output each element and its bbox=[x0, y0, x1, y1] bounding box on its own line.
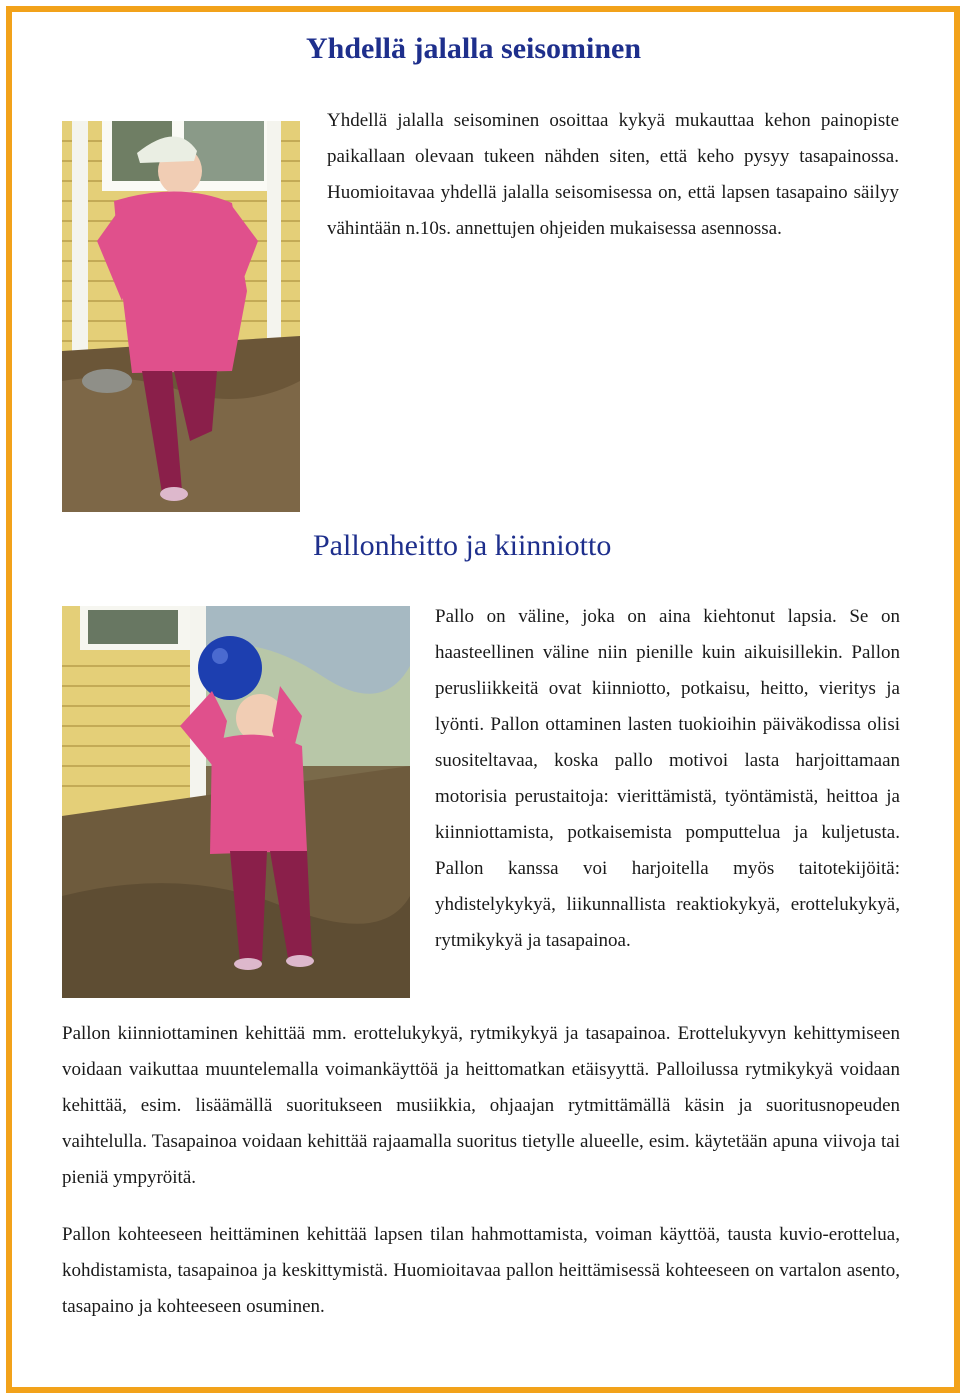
photo-child-holding-ball bbox=[62, 606, 410, 998]
paragraph-catching: Pallon kiinniottaminen kehittää mm. erottelukykyä, rytmikykyä ja tasapainoa. Erottelukyvyn kehittymiseen voidaan vaikuttaa muuntelemalla voimankäyttöä ja heittomatkan etäisyyttä. Palloilussa rytmikykyä voidaan kehittää, esim. lisäämällä suoritukseen musiikkia, ohjaajan rytmittämällä käsin ja suoritusnopeuden vaihtelulla. Tasapainoa voidaan kehittää rajaamalla suoritus tietylle alueelle, esim. käytetään apuna viivoja tai pieniä ympyröitä. bbox=[62, 1023, 900, 1188]
heading-ball-throw-catch: Pallonheitto ja kiinniotto bbox=[313, 529, 612, 562]
paragraph-standing: Yhdellä jalalla seisominen osoittaa kykyä mukauttaa kehon painopiste paikallaan olevaan tukeen nähden siten, että keho pysyy tasapainossa. Huomioitavaa yhdellä jalalla seisomisessa on, että lapsen tasapaino säilyy vähintään n.10s. annettujen ohjeiden mukaisessa asennossa. bbox=[327, 110, 899, 239]
heading-standing: Yhdellä jalalla seisominen bbox=[306, 32, 642, 65]
photo-child-standing-one-leg bbox=[62, 121, 300, 512]
paragraph-throwing: Pallon kohteeseen heittäminen kehittää lapsen tilan hahmottamista, voiman käyttöä, tausta kuvio-erottelua, kohdistamista, tasapainoa ja keskittymistä. Huomioitavaa pallon heittämisessä kohteeseen on vartalon asento, tasapaino ja kohteeseen osuminen. bbox=[62, 1224, 900, 1317]
paragraph-ball-intro: Pallo on väline, joka on aina kiehtonut lapsia. Se on haasteellinen väline niin pienille kuin aikuisillekin. Pallon perusliikkeitä ovat kiinniotto, potkaisu, heitto, vieritys ja lyönti. Pallon ottaminen lasten tuokioihin päiväkodissa olisi suositeltavaa, koska pallo motivoi lasta harjoittamaan motorisia perustaitoja: vierittämistä, työntämistä, heittoa ja kiinniottamista, potkaisemista pomputtelua ja kuljetusta. Pallon kanssa voi harjoitella myös taitotekijöitä: yhdistelykykyä, liikunnallista reaktiokykyä, erottelukykyä, rytmikykyä ja tasapainoa. bbox=[435, 606, 900, 951]
